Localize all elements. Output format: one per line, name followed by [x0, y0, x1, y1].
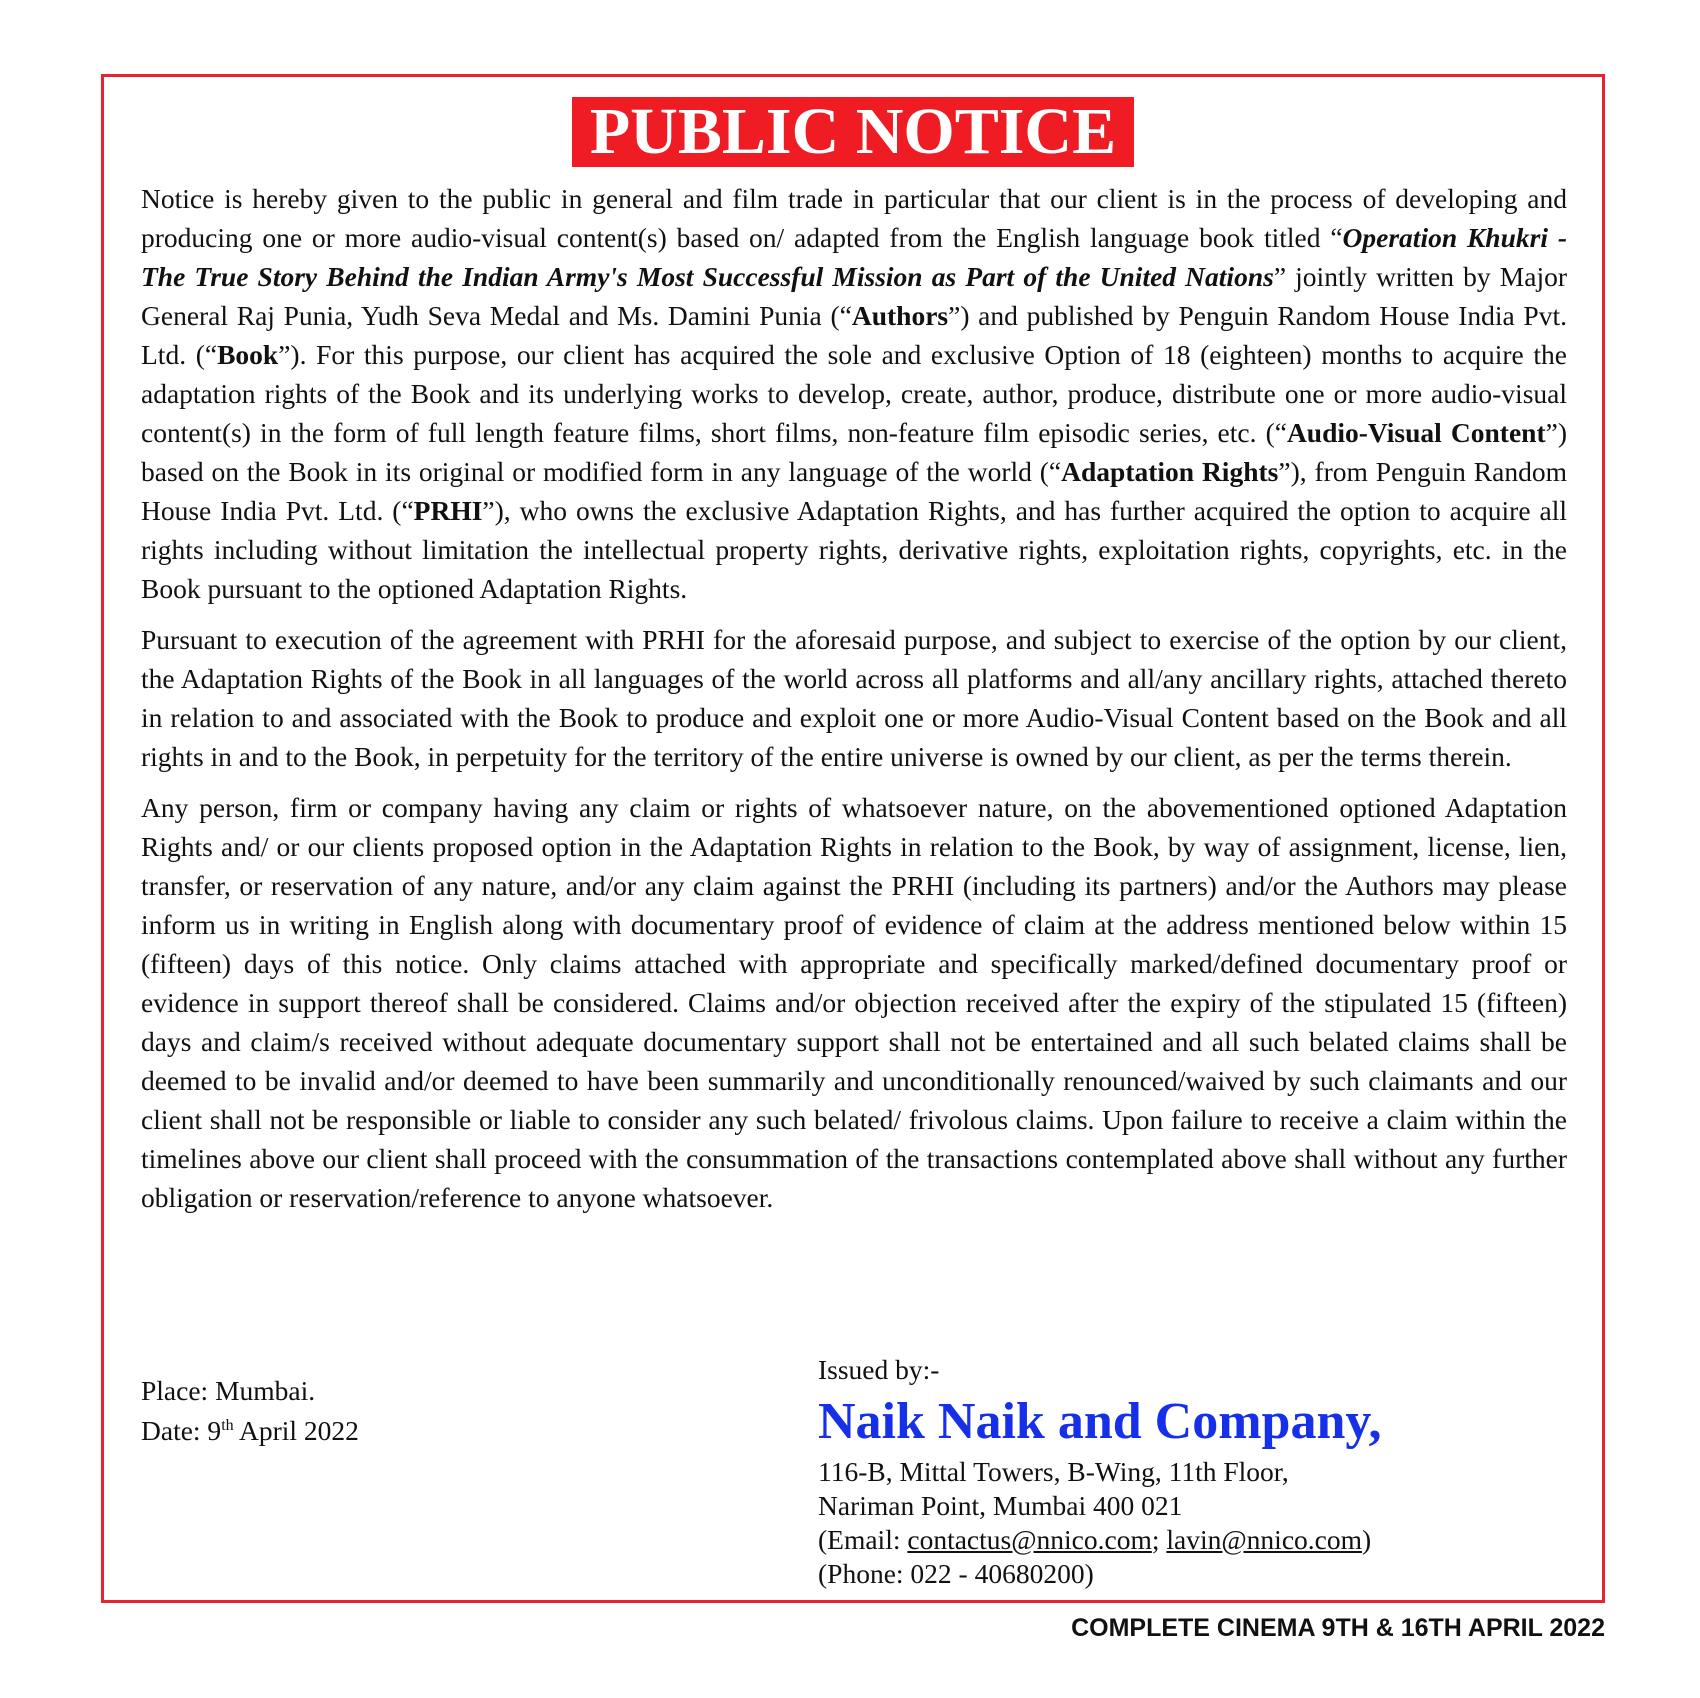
- place-date-block: [141, 1371, 359, 1451]
- email-prefix: (Email:: [818, 1524, 908, 1555]
- place-line: Place: Mumbai.: [141, 1375, 316, 1406]
- para1-text-7: ”), who owns the exclusive Adaptation Rights, and has further acquired the option to acquire all rights including without limitation the intellectual property rights, derivative rights, exploitation rights, copyrights, etc. in the Book pursuant to the optioned Adaptation Rights.: [141, 495, 1567, 604]
- issued-by-label: Issued by:-: [818, 1354, 940, 1385]
- book-term: Book: [217, 339, 279, 370]
- para1-text-3: ”) and published by Penguin Random House India Pvt. Ltd. (“: [141, 300, 1567, 370]
- para1-text-5: ”) based on the Book in its original or modified form in any language of the world (“: [141, 417, 1567, 487]
- notice-frame: [101, 74, 1605, 1603]
- date-ordinal: th: [221, 1417, 234, 1434]
- company-name: [818, 1391, 1382, 1453]
- email-separator: ;: [1151, 1524, 1167, 1555]
- para1-text-2: ” jointly written by Major General Raj Punia, Yudh Seva Medal and Ms. Damini Punia (“: [141, 261, 1567, 331]
- email-suffix: ): [1362, 1524, 1372, 1555]
- paragraph-3: Any person, firm or company having any claim or rights of whatsoever nature, on the abovementioned optioned Adaptation Rights and/ or our clients proposed option in the Adaptation Rights in relation to the Book, by way of assignment, license, lien, transfer, or reservation of any nature, and/or any claim against the PRHI (including its partners) and/or the Authors may please inform us in writing in English along with documentary proof of evidence of claim at the address mentioned below within 15 (fifteen) days of this notice. Only claims attached with appropriate and specifically marked/defined documentary proof or evidence in support thereof shall be considered. Claims and/or objection received after the expiry of the stipulated 15 (fifteen) days and claim/s received without adequate documentary support shall not be entertained and all such belated claims shall be deemed to be invalid and/or deemed to have been summarily and unconditionally renounced/waived by such claimants and our client shall not be responsible or liable to consider any such belated/ frivolous claims. Upon failure to receive a claim within the timelines above our client shall proceed with the consummation of the transactions contemplated above shall without any further obligation or reservation/reference to anyone whatsoever.: [141, 792, 1567, 1213]
- company-comma: ,: [1368, 1393, 1382, 1450]
- publication-footer: COMPLETE CINEMA 9TH & 16TH APRIL 2022: [1071, 1614, 1605, 1642]
- date-suffix: April 2022: [233, 1415, 359, 1446]
- date-line: [141, 1411, 359, 1451]
- email-line: [818, 1523, 1382, 1557]
- book-title: Operation Khukri - The True Story Behind the Indian Army's Most Successful Mission as Part of the United Nations: [141, 222, 1567, 292]
- paragraph-1: [141, 179, 1567, 608]
- issuer-block: [818, 1353, 1382, 1591]
- email-link-contactus[interactable]: contactus@nnico.com: [907, 1524, 1152, 1555]
- title-wrap: [104, 97, 1602, 167]
- authors-term: Authors: [851, 300, 949, 331]
- address-line-1: 116-B, Mittal Towers, B-Wing, 11th Floor,: [818, 1456, 1289, 1487]
- notice-title: PUBLIC NOTICE: [572, 97, 1134, 167]
- para1-text-6: ”), from Penguin Random House India Pvt. Ltd. (“: [141, 456, 1567, 526]
- company-name-text: Naik Naik and Company: [818, 1393, 1369, 1450]
- paragraph-2: Pursuant to execution of the agreement with PRHI for the aforesaid purpose, and subject to exercise of the option by our client, the Adaptation Rights of the Book in all languages of the world across all platforms and all/any ancillary rights, attached thereto in relation to and associated with the Book to produce and exploit one or more Audio-Visual Content based on the Book and all rights in and to the Book, in perpetuity for the territory of the entire universe is owned by our client, as per the terms therein.: [141, 624, 1567, 772]
- av-content-term: Audio-Visual Content: [1286, 417, 1546, 448]
- date-prefix: Date: 9: [141, 1415, 222, 1446]
- phone-line: (Phone: 022 - 40680200): [818, 1558, 1094, 1589]
- notice-body: [141, 179, 1567, 1229]
- para1-text-1: Notice is hereby given to the public in general and film trade in particular that our client is in the process of developing and producing one or more audio-visual content(s) based on/ adapted from the English language book titled “: [141, 183, 1567, 253]
- adaptation-rights-term: Adaptation Rights: [1061, 456, 1279, 487]
- address-line-2: Nariman Point, Mumbai 400 021: [818, 1490, 1183, 1521]
- prhi-term: PRHI: [413, 495, 483, 526]
- para1-text-4: ”). For this purpose, our client has acquired the sole and exclusive Option of 18 (eighteen) months to acquire the adaptation rights of the Book and its underlying works to develop, create, author, produce, distribute one or more audio-visual content(s) in the form of full length feature films, short films, non-feature film episodic series, etc. (“: [141, 339, 1567, 448]
- email-link-lavin[interactable]: lavin@nnico.com: [1166, 1524, 1363, 1555]
